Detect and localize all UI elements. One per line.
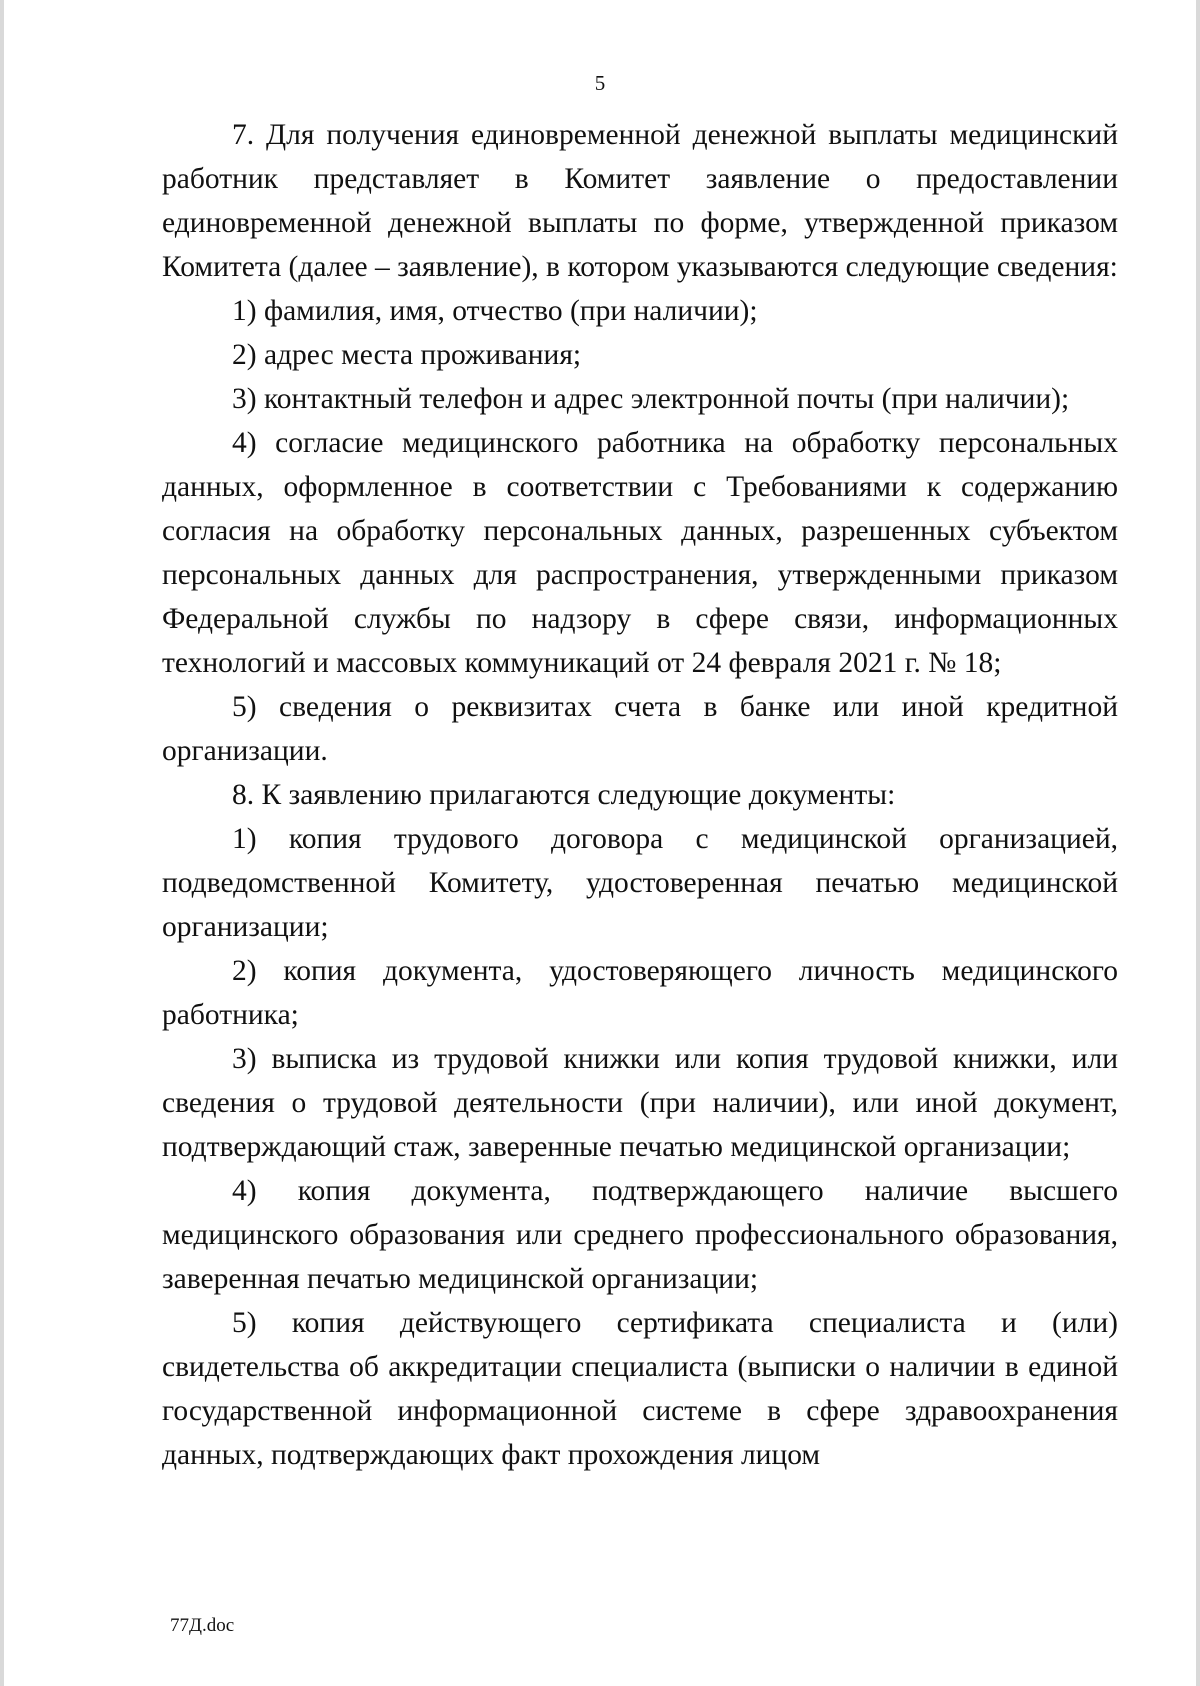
list-item-8-2: 2) копия документа, удостоверяющего личность медицинского работника; <box>162 955 1118 1031</box>
page-edge-right <box>1196 0 1200 1686</box>
list-item-7-2: 2) адрес места проживания; <box>232 339 582 371</box>
list-item-7-3: 3) контактный телефон и адрес электронной почты (при наличии); <box>232 383 1070 415</box>
list-item-8-1: 1) копия трудового договора с медицинской организацией, подведомственной Комитету, удостоверенная печатью медицинской организации; <box>162 823 1118 943</box>
list-item-8-3: 3) выписка из трудовой книжки или копия трудовой книжки, или сведения о трудовой деятельности (при наличии), или иной документ, подтверждающий стаж, заверенные печатью медицинской организации; <box>162 1043 1118 1163</box>
list-item-8-5: 5) копия действующего сертификата специалиста и (или) свидетельства об аккредитации специалиста (выписки о наличии в единой государственной информационной системе в сфере здравоохранения данных, подтверждающих факт прохождения лицом <box>162 1307 1118 1471</box>
page-number: 5 <box>594 71 606 95</box>
list-item-7-5: 5) сведения о реквизитах счета в банке или иной кредитной организации. <box>162 691 1118 767</box>
list-item-7-1: 1) фамилия, имя, отчество (при наличии); <box>232 295 758 327</box>
page-edge-left <box>0 0 4 1686</box>
paragraph-7: 7. Для получения единовременной денежной выплаты медицинский работник представляет в Комитет заявление о предоставлении единовременной денежной выплаты по форме, утвержденной приказом Комитета (далее – заявление), в котором указываются следующие сведения: <box>162 119 1118 283</box>
file-name-footer: 77Д.doc <box>170 1615 235 1636</box>
paragraph-8: 8. К заявлению прилагаются следующие документы: <box>232 779 896 811</box>
document-body <box>162 113 1118 1477</box>
list-item-7-4: 4) согласие медицинского работника на обработку персональных данных, оформленное в соответствии с Требованиями к содержанию согласия на обработку персональных данных, разрешенных субъектом персональных данных для распространения, утвержденными приказом Федеральной службы по надзору в сфере связи, информационных технологий и массовых коммуникаций от 24 февраля 2021 г. № 18; <box>162 427 1118 679</box>
list-item-8-4: 4) копия документа, подтверждающего наличие высшего медицинского образования или среднего профессионального образования, заверенная печатью медицинской организации; <box>162 1175 1118 1295</box>
